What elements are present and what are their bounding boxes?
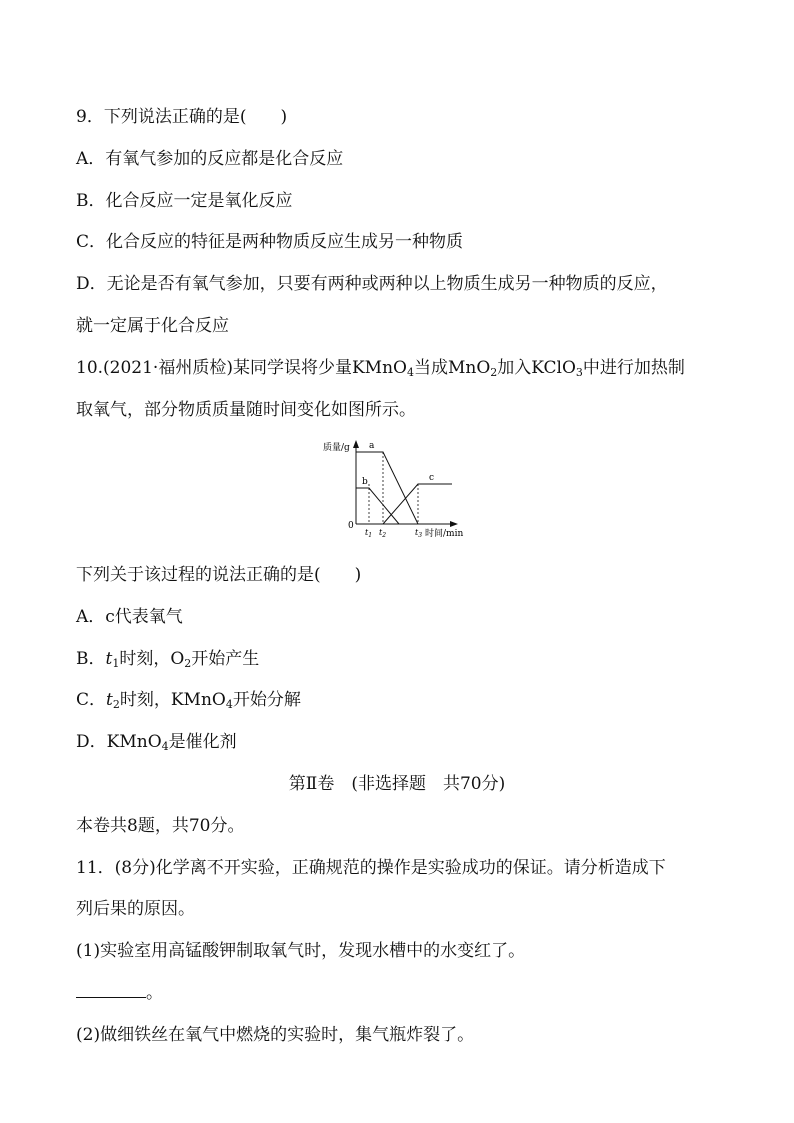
y-axis-label: 质量/g [323, 443, 350, 453]
q9-option-c: C．化合反应的特征是两种物质反应生成另一种物质 [76, 232, 464, 252]
q11-stem-line1: 11．(8分)化学离不开实验，正确规范的操作是实验成功的保证。请分析造成下 [76, 858, 666, 878]
series-c-label: c [429, 473, 435, 483]
q11-stem-line2: 列后果的原因。 [76, 899, 195, 919]
x-axis-arrow [450, 521, 458, 527]
q10-option-d: D．KMnO$_4$是催化剂 [76, 732, 237, 753]
q9-stem: 9．下列说法正确的是( ) [76, 107, 288, 127]
q10-stem-line1: 10.(2021·福州质检)某同学误将少量KMnO$_4$当成MnO$_2$加入KClO$_3$中进行加热制 [76, 358, 685, 379]
origin-label: 0 [348, 521, 354, 531]
q10-option-a: A．c代表氧气 [76, 607, 183, 627]
series-b [356, 488, 399, 524]
mass-time-chart [315, 436, 485, 544]
series-b-label: b [362, 477, 368, 487]
section2-intro: 本卷共8题，共70分。 [76, 816, 245, 836]
q11-part2: (2)做细铁丝在氧气中燃烧的实验时，集气瓶炸裂了。 [76, 1025, 475, 1045]
series-a-label: a [369, 441, 375, 451]
q10-stem-line2: 取氧气，部分物质质量随时间变化如图所示。 [76, 400, 416, 420]
q9-option-d-line2: 就一定属于化合反应 [76, 316, 229, 336]
q9-option-a: A．有氧气参加的反应都是化合反应 [76, 149, 344, 169]
t1-tick-label: $t_1$ [365, 528, 373, 539]
q11-part1: (1)实验室用高锰酸钾制取氧气时，发现水槽中的水变红了。 [76, 941, 526, 961]
y-axis-arrow [353, 440, 359, 448]
q10-question: 下列关于该过程的说法正确的是( ) [76, 565, 362, 585]
x-axis-label: 时间/min [425, 529, 464, 539]
section2-title: 第Ⅱ卷 (非选择题 共70分) [288, 774, 506, 794]
q9-option-d-line1: D．无论是否有氧气参加，只要有两种或两种以上物质生成另一种物质的反应， [76, 274, 668, 294]
q10-option-b: B．$t_1$时刻，$O_2$开始产生 [76, 649, 260, 670]
q9-option-b: B．化合反应一定是氧化反应 [76, 191, 293, 211]
answer-blank[interactable] [76, 983, 146, 998]
t3-tick-label: $t_3$ [415, 528, 423, 539]
q10-option-c: C．$t_2$时刻，KMnO$_4$开始分解 [76, 690, 301, 711]
t2-tick-label: $t_2$ [379, 528, 387, 539]
q11-part1-answer[interactable]: 。 [76, 982, 163, 1004]
